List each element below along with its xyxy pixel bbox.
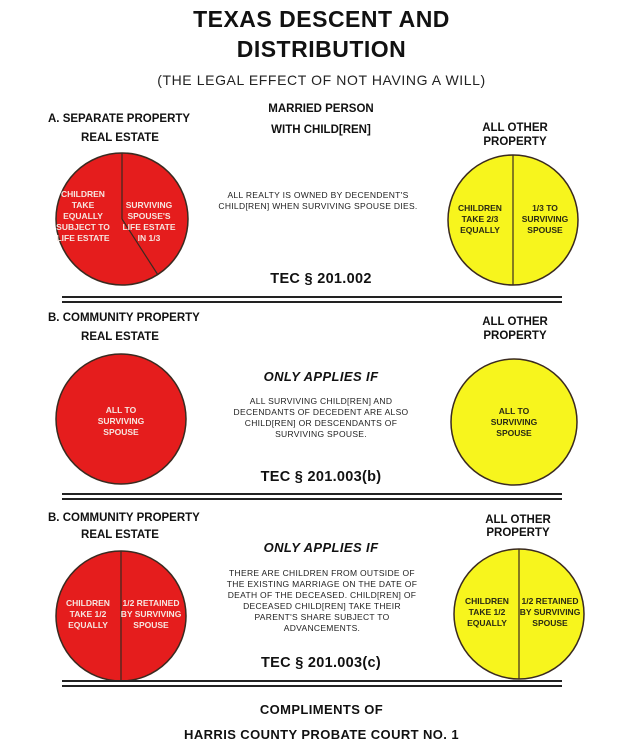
pie-slice-label: 1/2 RETAINED BY SURVIVING SPOUSE (519, 596, 581, 628)
pie-slice-label: 1/3 TO SURVIVING SPOUSE (521, 203, 569, 235)
pie-slice-label: SURVIVING SPOUSE'S LIFE ESTATE IN 1/3 (122, 200, 176, 243)
pie-slice-label: ALL TO SURVIVING SPOUSE (490, 406, 538, 438)
divider-line (62, 301, 562, 303)
statute-citation: TEC § 201.003(c) (260, 655, 382, 671)
right-heading-line1: ALL OTHER (482, 316, 548, 328)
pie-slice-label: 1/2 RETAINED BY SURVIVING SPOUSE (120, 598, 182, 630)
section-heading: B. COMMUNITY PROPERTY (48, 312, 200, 324)
section-subheading: REAL ESTATE (81, 132, 159, 144)
pie-slice-label: CHILDREN TAKE 2/3 EQUALLY (458, 203, 502, 235)
page-subtitle: (THE LEGAL EFFECT OF NOT HAVING A WILL) (157, 72, 486, 88)
divider-line (62, 680, 562, 682)
section-subheading: REAL ESTATE (81, 529, 159, 541)
section-note: ALL REALTY IS OWNED BY DECENDENT'S CHILD[REN] WHEN SURVIVING SPOUSE DIES. (218, 190, 418, 211)
with-children-heading: WITH CHILD[REN] (271, 124, 371, 136)
pie-slice-label: CHILDREN TAKE 1/2 EQUALLY (66, 598, 110, 630)
section-heading: A. SEPARATE PROPERTY (48, 113, 191, 125)
section-note: THERE ARE CHILDREN FROM OUTSIDE OF THE EXISTING MARRIAGE ON THE DATE OF DEATH OF THE DECEASED. CHILD[REN] OF DECEASED CHILD[REN] TAKE THEIR PARENT'S SHARE SUBJECT TO ADVANCEMENTS. (226, 568, 418, 633)
right-heading-line2: PROPERTY (483, 330, 547, 342)
divider-line (62, 493, 562, 495)
pie-slice-label: CHILDREN TAKE EQUALLY SUBJECT TO LIFE ESTATE (56, 189, 110, 243)
applies-if-label: ONLY APPLIES IF (263, 540, 379, 555)
right-heading-line1: ALL OTHER (485, 514, 551, 526)
divider-line (62, 498, 562, 500)
divider-line (62, 296, 562, 298)
married-person-heading: MARRIED PERSON (268, 103, 374, 115)
page-title-line2: DISTRIBUTION (236, 36, 407, 62)
statute-citation: TEC § 201.002 (270, 271, 372, 287)
footer-court-name: HARRIS COUNTY PROBATE COURT NO. 1 (184, 727, 459, 742)
divider-line (62, 685, 562, 687)
section-heading: B. COMMUNITY PROPERTY (48, 512, 200, 524)
statute-citation: TEC § 201.003(b) (260, 469, 382, 485)
pie-slice-label: CHILDREN TAKE 1/2 EQUALLY (465, 596, 509, 628)
section-note: ALL SURVIVING CHILD[REN] AND DECENDANTS OF DECEDENT ARE ALSO CHILD[REN] OR DESCENDANTS OF SURVIVING SPOUSE. (233, 396, 409, 439)
footer-compliments: COMPLIMENTS OF (259, 702, 384, 717)
pie-slice-label: ALL TO SURVIVING SPOUSE (97, 405, 145, 437)
right-heading-line1: ALL OTHER (482, 122, 548, 134)
right-heading-line2: PROPERTY (486, 527, 550, 539)
right-heading-line2: PROPERTY (483, 136, 547, 148)
section-subheading: REAL ESTATE (81, 331, 159, 343)
page-title-line1: TEXAS DESCENT AND (193, 6, 450, 32)
applies-if-label: ONLY APPLIES IF (263, 369, 379, 384)
